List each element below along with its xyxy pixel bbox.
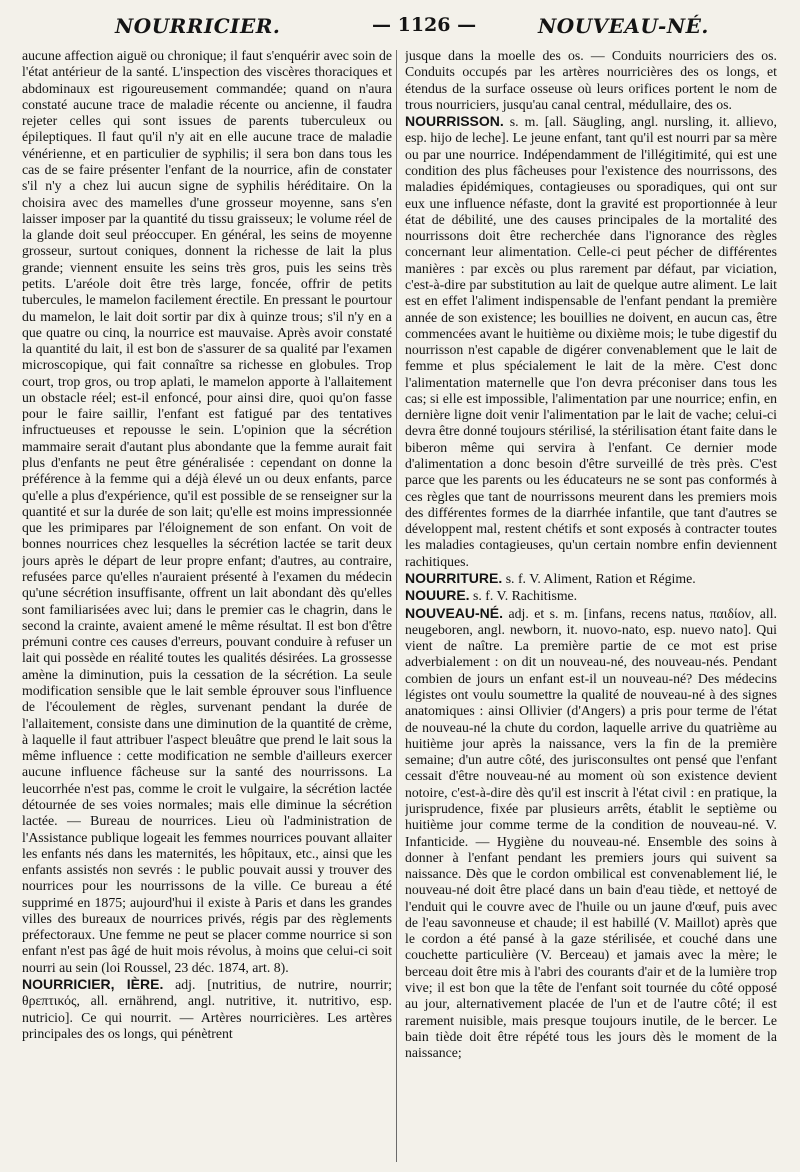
entry-text: s. f. V. Aliment, Ration et Régime. xyxy=(505,571,696,586)
column-divider xyxy=(396,50,397,1162)
entry-headword: NOUURE. xyxy=(405,587,470,604)
page-header xyxy=(0,14,800,40)
entry-text: adj. [nutritius, de nutrire, nourrir; θρεπτικός, all. ernährend, angl. nutritive, it. nutritivo, esp. nutricio]. Ce qui nourrit. — Artères nourricières. Les artères principales des os longs, qui pénètrent xyxy=(22,977,392,1041)
right-column xyxy=(405,48,777,1168)
entry-headword: NOURRITURE. xyxy=(405,570,503,586)
paragraph: jusque dans la moelle des os. — Conduits nourriciers des os. Conduits occupés par les artères nourricières des os longs, et étendus de la surface osseuse où leurs orifices portent le nom de trous nourriciers, jusqu'au canal central, médullaire, des os. xyxy=(405,48,777,112)
dictionary-entry xyxy=(22,976,392,1042)
dictionary-entry xyxy=(405,113,777,570)
page-number: — 1126 — xyxy=(372,14,477,36)
header-left-term: NOURRICIER. xyxy=(115,14,281,38)
paragraph: aucune affection aiguë ou chronique; il faut s'enquérir avec soin de l'état antérieur de la santé. L'inspection des viscères thoraciques et abdominaux est rigoureusement commandée; quand on n'aura constaté aucune trace de maladie récente ou ancienne, il faudra rejeter celles qui sont issues de parents tuberculeux ou épileptiques. Il faut qu'il n'y ait en elle aucune trace de maladie vénérienne, et en particulier de syphilis; il sera bon dans tous les cas de se faire présenter l'enfant de la nourrice, afin de constater s'il n'y a chez lui aucun signe de syphilis héréditaire. On la choisira avec des mamelles d'une grosseur moyenne, sans s'en laisser imposer par la quantité du tissu graisseux; le volume réel de la glande doit seul préoccuper. En général, les seins de moyenne grosseur, surtout coniques, donnent la richesse de lait la plus grande; viennent ensuite les seins très gros, puis les seins très petits. L'aréole doit être très large, foncée, offrir de petits tubercules, le mamelon facilement érectile. En pressant le pourtour du mamelon, le lait doit sortir par dix à quinze trous; s'il n'y en a que quatre ou cinq, la nourrice est mauvaise. Après avoir constaté la quantité du lait, il est bon de s'assurer de sa qualité par l'examen microscopique, qui fait connaître sa richesse en globules. Trop court, trop gros, ou trop aplati, le mamelon apporte à l'allaitement un obstacle réel; est-il enfoncé, pour ainsi dire, quoi qu'on fasse pour le faire saillir, l'enfant est fatigué par des tentatives infructueuses et repousse le sein. L'opinion que la sécrétion mammaire serait d'autant plus abondante que la femme aurait fait plus d'enfants ne peut être généralisée : cependant on donne la préférence à la femme qui a déjà élevé un ou deux enfants, parce qu'elle a plus d'expérience, qu'il est possible de se renseigner sur la quantité et sur la durée de son lait; qu'elle est moins impressionnée que les primipares par l'éloignement de son enfant. On voit de bonnes nourrices chez lesquelles la sécrétion lactée se tarit deux jours après le départ de leur propre enfant; d'autres, au contraire, refusées parce qu'elles n'auraient présenté à l'examen du médecin qu'une sécrétion insuffisante, offrent un lait abondant dès qu'elles sont familiarisées avec lui; dans le premier cas le chagrin, dans le second la crainte, avaient amené le même résultat. Il est bon d'être prémuni contre ces causes d'erreurs, pouvant conduire à refuser un lait qui possède en réalité toutes les qualités désirées. La grossesse amène la diminution, puis la cessation de la sécrétion. La seule modification sensible que le lait semble éprouver sous l'influence de l'écoulement de règles, survenant pendant la durée de l'allaitement, consiste dans une diminution de la quantité de crème, à laquelle il faut attribuer l'aspect bleuâtre que prend le lait sous la même influence : cette modification ne semble d'ailleurs exercer aucune influence fâcheuse sur la santé des nourrissons. La leucorrhée n'est pas, comme le croit le vulgaire, la sécrétion lactée détournée de ses voies normales; mais elle diminue la sécrétion lactée. — Bureau de nourrices. Lieu où l'administration de l'Assistance publique logeait les femmes nourrices pouvant allaiter les enfants nés dans les maternités, les hôpitaux, etc., ainsi que les enfants assistés non sevrés : le public pouvait aussi y trouver des nourrices pour les nourrissons de la ville. Ce bureau a été supprimé en 1875; aujourd'hui il existe à Paris et dans les grandes villes des bureaux de nourrices privés, régis par des règlements préfectoraux. Une femme ne peut se placer comme nourrice si son enfant n'est pas âgé de huit mois révolus, à moins que celui-ci soit nourri au sein (loi Roussel, 23 déc. 1874, art. 8). xyxy=(22,48,392,975)
left-column xyxy=(22,48,392,1168)
entry-text: s. m. [all. Säugling, angl. nursling, it. allievo, esp. hijo de leche]. Le jeune enfant, tant qu'il est nourri par sa mère ou par une nourrice. Indépendamment de l'illégitimité, qui est une condition des plus fâcheuses pour l'existence des nourrissons, des maladies épidémiques, contagieuses ou sporadiques, qui ont sur eux une influence néfaste, dont la gravité est proportionnée à leur état de débilité, une des causes principales de la mortalité des nourrissons doit être recherchée dans l'ignorance des règles concernant leur alimentation. Celle-ci peut pécher de différentes manières : par excès ou plus rarement par défaut, par viciation, c'est-à-dire par substitution au lait de quelque autre aliment. Le lait est en effet l'aliment indispensable de l'enfant pendant la première année de son existence; les bouillies ne doivent, en aucun cas, être commencées avant le huitième ou dixième mois; le tube digestif du nourrisson n'est capable de digérer convenablement que le lait de femme et plus spécialement le lait de la mère. C'est donc l'alimentation maternelle que l'on devra préconiser dans tous les cas; si elle est impossible, l'alimentation par une nourrice; enfin, en dernière ligne doit venir l'alimentation par le lait de vache; celui-ci devra être donné toujours stérilisé, la stérilisation étant faite dans le biberon même qui servira à l'enfant. Ce dernier mode d'alimentation a donc besoin d'être surveillé de très près. C'est parce que les parents ou les éducateurs ne se sont pas conformés à ces règles que tant de nourrissons meurent dans les premiers mois des différentes formes de la diarrhée infantile, que tant d'autres se développent mal, restent chétifs et sont exposés à contracter toutes les maladies contagieuses, qu'un certain nombre enfin deviennent rachitiques. xyxy=(405,114,777,569)
dictionary-entry xyxy=(405,587,777,604)
entry-text: adj. et s. m. [infans, recens natus, παιδίον, all. neugeboren, angl. newborn, it. nuovo-nato, esp. nuevo nato]. Qui vient de naître. La première partie de ce mot est prise adverbialement : on dit un nouveau-né, des nouveau-nés. Pendant combien de jours un enfant est-il un nouveau-né? Des médecins légistes ont voulu soumettre la qualité de nouveau-né à des signes anatomiques : ainsi Ollivier (d'Angers) a pris pour terme de l'état de nouveau-né la chute du cordon, laquelle arrive du quatrième au huitième jour après la naissance, vers la fin de la première semaine; d'un autre côté, des jurisconsultes ont pensé que l'enfant cessait d'être nouveau-né au moment où son existence devient notoire, c'est-à-dire dès qu'il est inscrit à l'état civil : en pratique, la jurisprudence, fixée par plusieurs arrêts, établit le septième ou huitième jour comme terme de la condition de nouveau-né. V. Infanticide. — Hygiène du nouveau-né. Ensemble des soins à donner à l'enfant pendant les premiers jours qui suivent sa naissance. Dès que le cordon ombilical est convenablement lié, le nouveau-né doit être placé dans un bain d'eau tiède, et nettoyé de l'enduit qui le couvre avec de l'huile ou un jaune d'œuf, puis avec de l'eau savonneuse et chaude; il est habillé (V. Maillot) après que le cordon a été pansé à la gaze stérilisée, et couché dans une couchette particulière (V. Berceau) et jamais avec la mère; le berceau doit être mis à l'abri des courants d'air et de la lumière trop vive; il est bon que la tête de l'enfant soit tournée du côté opposé au jour, alternativement placée de l'un et de l'autre côté; il est rarement nuisible, mais presque toujours inutile, de le bercer. Le bain tiède doit être répété tous les jours dès le moment de la naissance; xyxy=(405,605,777,1061)
entry-text: s. f. V. Rachitisme. xyxy=(473,588,578,604)
entry-headword: NOUVEAU-NÉ. xyxy=(405,604,504,621)
entry-headword: NOURRICIER, IÈRE. xyxy=(22,976,164,993)
header-right-term: NOUVEAU-NÉ. xyxy=(538,14,709,38)
dictionary-entry xyxy=(405,605,777,1062)
entry-headword: NOURRISSON. xyxy=(405,113,504,130)
dictionary-entry xyxy=(405,570,777,587)
